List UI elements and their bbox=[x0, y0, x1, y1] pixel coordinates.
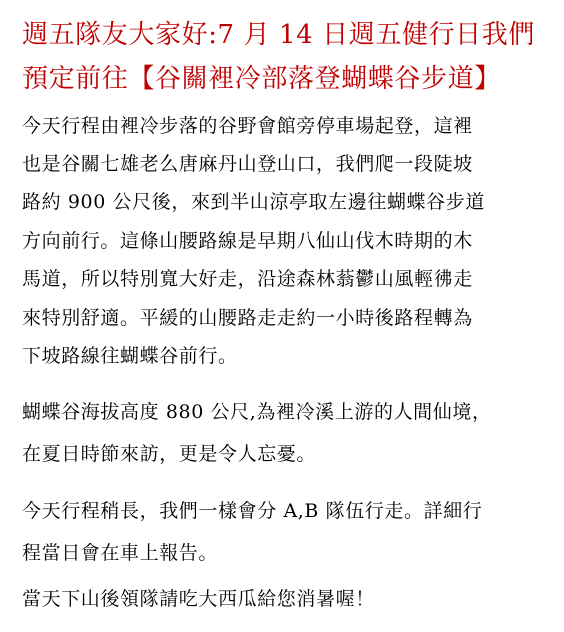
paragraph-2-line-2: 在夏日時節來訪，更是令人忘憂。 bbox=[22, 443, 317, 465]
paragraph-3-line-2: 程當日會在車上報告。 bbox=[22, 542, 219, 564]
paragraph-1-line-4: 方向前行。這條山腰路線是早期八仙山伐木時期的木 bbox=[22, 230, 473, 252]
paragraph-2-line-1: 蝴蝶谷海拔高度 880 公尺,為裡冷溪上游的人間仙境， bbox=[22, 401, 492, 423]
paragraph-1-line-6: 來特別舒適。平緩的山腰路走走約一小時後路程轉為 bbox=[22, 307, 473, 329]
paragraph-3-line-1: 今天行程稍長，我們一樣會分 A,B 隊伍行走。詳細行 bbox=[22, 500, 483, 522]
paragraph-1-line-2: 也是谷關七雄老么唐麻丹山登山口，我們爬一段陡坡 bbox=[22, 153, 473, 175]
title-line-2: 預定前往【谷關裡冷部落登蝴蝶谷步道】 bbox=[22, 64, 501, 94]
paragraph-1-line-7: 下坡路線往蝴蝶谷前行。 bbox=[22, 345, 238, 367]
paragraph-1-line-5: 馬道，所以特別寬大好走，沿途森林蓊鬱山風輕彿走 bbox=[22, 268, 473, 290]
title-line-1: 週五隊友大家好:7 月 14 日週五健行日我們 bbox=[22, 20, 535, 50]
paragraph-1-line-1: 今天行程由裡冷步落的谷野會館旁停車場起登，這裡 bbox=[22, 115, 473, 137]
paragraph-1-line-3: 路約 900 公尺後，來到半山涼亭取左邊往蝴蝶谷步道 bbox=[22, 191, 485, 213]
paragraph-4-line-1: 當天下山後領隊請吃大西瓜給您消暑喔！ bbox=[22, 588, 375, 610]
